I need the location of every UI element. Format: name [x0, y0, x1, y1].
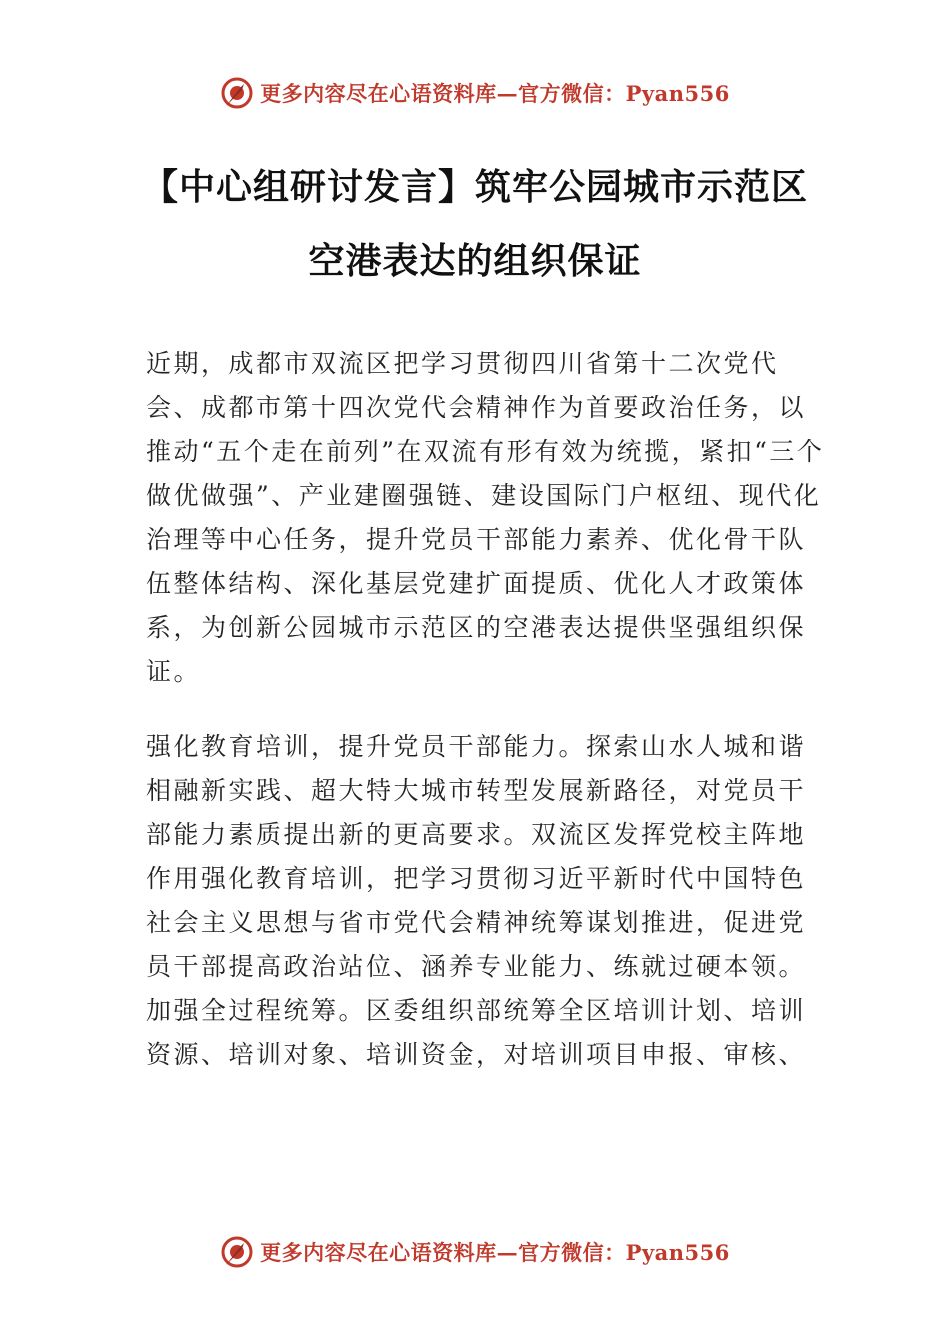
- paragraph-2: 强化教育培训，提升党员干部能力。探索山水人城和谐相融新实践、超大特大城市转型发展新路径，对党员干部能力素质提出新的更高要求。双流区发挥党校主阵地作用强化教育培训，把学习贯彻习近平新时代中国特色社会主义思想与省市党代会精神统筹谋划推进，促进党员干部提高政治站位、涵养专业能力、练就过硬本领。加强全过程统筹。区委组织部统筹全区培训计划、培训资源、培训对象、培训资金，对培训项目申报、审核、: [146, 732, 807, 1069]
- paragraph-1: 近期，成都市双流区把学习贯彻四川省第十二次党代会、成都市第十四次党代会精神作为首要政治任务，以推动“五个走在前列”在双流有形有效为统揽，紧扣“三个做优做强”、产业建圈强链、建设国际门户枢纽、现代化治理等中心任务，提升党员干部能力素养、优化骨干队伍整体结构、深化基层党建扩面提质、优化人才政策体系，为创新公园城市示范区的空港表达提供坚强组织保证。: [146, 349, 825, 686]
- document-title: 【中心组研讨发言】筑牢公园城市示范区空港表达的组织保证: [141, 166, 808, 282]
- header-banner-text: 更多内容尽在心语资料库—官方微信：Pyan556: [260, 81, 730, 106]
- quill-seal-icon: [220, 76, 254, 110]
- footer-banner-text: 更多内容尽在心语资料库—官方微信：Pyan556: [260, 1240, 730, 1265]
- footer-banner: [0, 1235, 950, 1269]
- header-banner: [0, 76, 950, 110]
- quill-seal-icon: [220, 1235, 254, 1269]
